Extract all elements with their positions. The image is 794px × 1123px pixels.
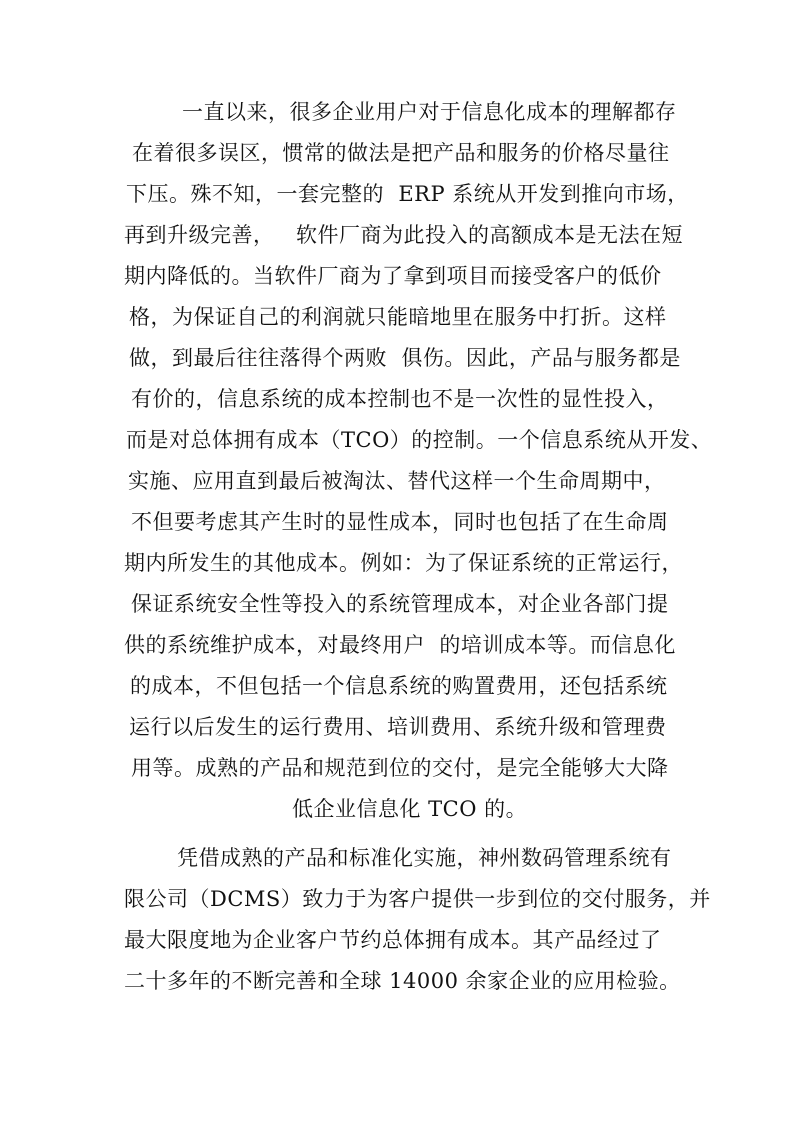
paragraph-1-line-2: 在着很多误区，惯常的做法是把产品和服务的价格尽量往 bbox=[132, 141, 670, 165]
paragraph-1-line-10: 实施、应用直到最后被淘汰、替代这样一个生命周期中， bbox=[128, 469, 666, 493]
paragraph-1-line-17: 用等。成熟的产品和规范到位的交付，是完全能够大大降 bbox=[131, 756, 669, 780]
paragraph-1-line-9: 而是对总体拥有成本（TCO）的控制。一个信息系统从开发、 bbox=[126, 428, 713, 452]
paragraph-1-line-5: 期内降低的。当软件厂商为了拿到项目而接受客户的低价 bbox=[124, 264, 662, 288]
paragraph-2-line-4: 二十多年的不断完善和全球 14000 余家企业的应用检验。 bbox=[124, 969, 681, 993]
paragraph-1-line-3: 下压。殊不知，一套完整的 ERP 系统从开发到推向市场， bbox=[126, 182, 689, 206]
paragraph-1-line-11: 不但要考虑其产生时的显性成本，同时也包括了在生命周 bbox=[131, 510, 669, 534]
paragraph-1-line-12: 期内所发生的其他成本。例如：为了保证系统的正常运行， bbox=[124, 551, 683, 575]
paragraph-1-line-13: 保证系统安全性等投入的系统管理成本，对企业各部门提 bbox=[131, 592, 669, 616]
paragraph-1-line-6: 格，为保证自己的利润就只能暗地里在服务中打折。这样 bbox=[129, 305, 667, 329]
paragraph-1-line-8: 有价的，信息系统的成本控制也不是一次性的显性投入， bbox=[131, 387, 669, 411]
paragraph-1-line-16: 运行以后发生的运行费用、培训费用、系统升级和管理费 bbox=[129, 715, 667, 739]
paragraph-1-line-4: 再到升级完善， 软件厂商为此投入的高额成本是无法在短 bbox=[124, 223, 684, 247]
paragraph-1-line-15: 的成本，不但包括一个信息系统的购置费用，还包括系统 bbox=[130, 674, 668, 698]
paragraph-1-line-18: 低企业信息化 TCO 的。 bbox=[292, 797, 528, 821]
paragraph-2-line-3: 最大限度地为企业客户节约总体拥有成本。其产品经过了 bbox=[124, 928, 662, 952]
paragraph-2-line-1: 凭借成熟的产品和标准化实施，神州数码管理系统有 bbox=[177, 846, 672, 870]
paragraph-2-line-2: 限公司（DCMS）致力于为客户提供一步到位的交付服务，并 bbox=[124, 887, 711, 911]
paragraph-1-line-14: 供的系统维护成本，对最终用户 的培训成本等。而信息化 bbox=[124, 633, 676, 657]
paragraph-1-line-7: 做，到最后往往落得个两败 俱伤。因此，产品与服务都是 bbox=[129, 346, 681, 370]
paragraph-1-line-1: 一直以来，很多企业用户对于信息化成本的理解都存 bbox=[182, 100, 677, 124]
